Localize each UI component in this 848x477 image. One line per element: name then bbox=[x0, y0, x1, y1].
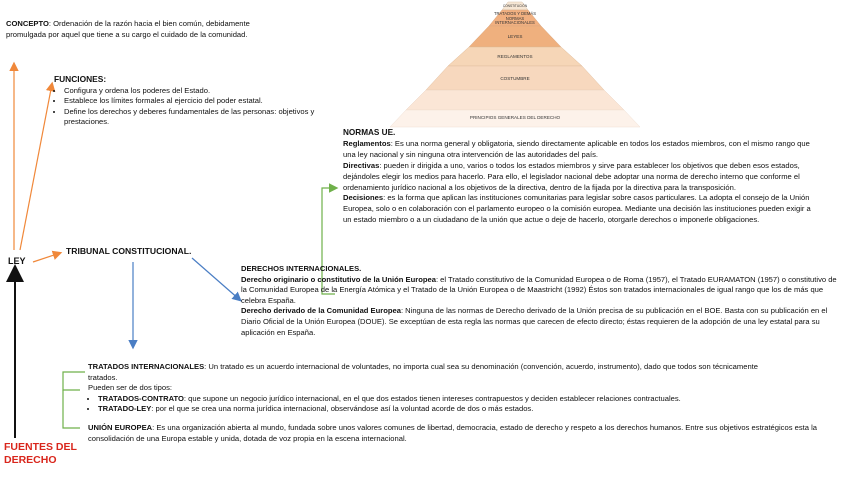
tratados-tipos: Pueden ser de dos tipos: bbox=[88, 383, 173, 393]
derivado-label: Derecho derivado de la Comunidad Europea bbox=[241, 306, 401, 316]
pyramid-label-tratados: TRATADOS Y DEMÁS NORMAS INTERNACIONALES bbox=[493, 11, 537, 26]
fuentes-label: FUENTES DEL DERECHO bbox=[4, 441, 77, 466]
funciones-block bbox=[54, 74, 320, 128]
pyramid-label-costumbre: COSTUMBRE bbox=[500, 76, 530, 81]
concepto-label: CONCEPTO bbox=[6, 19, 49, 28]
tribunal-label: TRIBUNAL CONSTITUCIONAL. bbox=[66, 246, 192, 256]
union-block bbox=[88, 423, 836, 444]
funciones-item: • Define los derechos y deberes fundamentales de las personas: objetivos y prestaciones. bbox=[64, 107, 320, 128]
pyramid-label-reglamentos: REGLAMENTOS bbox=[497, 54, 533, 59]
tratado-ley-label: TRATADO-LEY bbox=[98, 404, 152, 414]
reglamentos-label: Reglamentos bbox=[343, 138, 391, 148]
tratados-item bbox=[98, 394, 788, 405]
tratados-contrato-text: : que supone un negocio jurídico internacional, en el que dos estados tienen intereses contrapuestos y deciden establecer relaciones contractuales. bbox=[183, 393, 681, 403]
tribunal-to-derechos-arrow bbox=[192, 258, 240, 300]
derechos-int-block bbox=[241, 264, 839, 338]
tratados-bracket bbox=[63, 372, 85, 390]
funciones-title: FUNCIONES: bbox=[54, 74, 107, 84]
originario-label: Derecho originario o constitutivo de la Unión Europea bbox=[241, 274, 436, 284]
funciones-list bbox=[54, 86, 320, 128]
tratados-block bbox=[88, 362, 788, 415]
normas-ue-title: NORMAS UE. bbox=[343, 128, 396, 137]
concepto-block bbox=[6, 19, 264, 40]
originario-text: : el Tratado constitutivo de la Comunidad Europea o de Roma (1957), el Tratado EURAMATON (1957) o constitutivo de la Comunidad Europea de la Energía Atómica y el Tratado de la Unión Europea o de Maastricht (1992) Éstos son tratados internacionales de igual rango que los de más que celebra España. bbox=[241, 274, 837, 305]
ley-label: LEY bbox=[8, 256, 26, 266]
reglamentos-text: : Es una norma general y obligatoria, siendo directamente aplicable en todos los estados miembros, con el mismo rango que una ley nacional y sin ninguna otra intervención de las autoridades del país. bbox=[343, 138, 810, 159]
pyramid-label-principios: PRINCIPIOS GENERALES DEL DERECHO bbox=[469, 115, 561, 120]
tratados-contrato-label: TRATADOS-CONTRATO bbox=[98, 393, 184, 403]
tratados-label: TRATADOS INTERNACIONALES bbox=[88, 362, 205, 371]
tratados-text: : Un tratado es un acuerdo internacional de voluntades, no importa cual sea su denominación (convención, acuerdo, instrumento), dado que todos son técnicamente tratados. bbox=[88, 362, 758, 382]
pyramid-label-leyes: LEYES bbox=[507, 34, 523, 39]
ley-to-funciones-arrow bbox=[20, 84, 52, 250]
union-text: : Es una organización abierta al mundo, fundada sobre unos valores comunes de libertad, democracia, estado de derecho y respeto a los derechos humanos. Entre sus objetivos estratégicos esta la consolidación de una Europa estable y unida, dotada de voz propia en la escena internacional. bbox=[88, 423, 817, 443]
decisiones-label: Decisiones bbox=[343, 193, 384, 203]
pyramid-level-6 bbox=[406, 90, 624, 110]
derivado-text: : Ninguna de las normas de Derecho derivado de la Unión precisa de su publicación en el BOE. Basta con su publicación en el Diario Oficial de la Unión Europea (DOUE). Se exceptúan de esta regla las normas que carecen de efecto directo; éstas requieren de la adopción de una ley estatal para su aplicación en España. bbox=[241, 306, 828, 337]
directivas-label: Directivas bbox=[343, 160, 380, 170]
pyramid-label-constitucion: CONSTITUCIÓN bbox=[502, 4, 528, 8]
directivas-text: : pueden ir dirigida a uno, varios o todos los estados miembros y sirve para establecer los objetivos que deben esos estados, dejándoles elegir los medios para hacerlo. Para ello, el legislador nacional debe adoptar una norma de derecho interno que conforme el ordenamiento jurídico nacional a los objetivos de la directiva, dentro de la fijada por la directiva para la transposición. bbox=[343, 160, 800, 192]
tratado-ley-text: : por el que se crea una norma jurídica internacional, observándose así la voluntad acorde de dos o más estados. bbox=[151, 404, 534, 414]
decisiones-text: : es la forma que aplican las instituciones comunitarias para legislar sobre casos particulares. La adopta el consejo de la Unión Europea, solo o en colaboración con el parlamento europeo o la comisión europea. Mediante una decisión las instituciones pueden exigir a un estado miembro o a un ciudadano de la unión que actue o deje de hacerlo, otorgarle derechos o imponerle obligaciones. bbox=[343, 193, 811, 225]
tratados-item bbox=[98, 404, 788, 415]
concepto-text: : Ordenación de la razón hacia el bien común, debidamente promulgada por aquel que tiene a su cargo el cuidado de la comunidad. bbox=[6, 19, 250, 39]
derechos-int-title: DERECHOS INTERNACIONALES. bbox=[241, 264, 362, 273]
funciones-item: • Configura y ordena los poderes del Estado. bbox=[64, 86, 320, 97]
funciones-item: • Establece los límites formales al ejercicio del poder estatal. bbox=[64, 96, 320, 107]
tratados-list bbox=[88, 394, 788, 415]
union-label: UNIÓN EUROPEA bbox=[88, 423, 153, 432]
normas-ue-block bbox=[343, 128, 821, 226]
ley-to-tribunal-arrow bbox=[33, 253, 60, 262]
union-bracket bbox=[63, 390, 80, 428]
